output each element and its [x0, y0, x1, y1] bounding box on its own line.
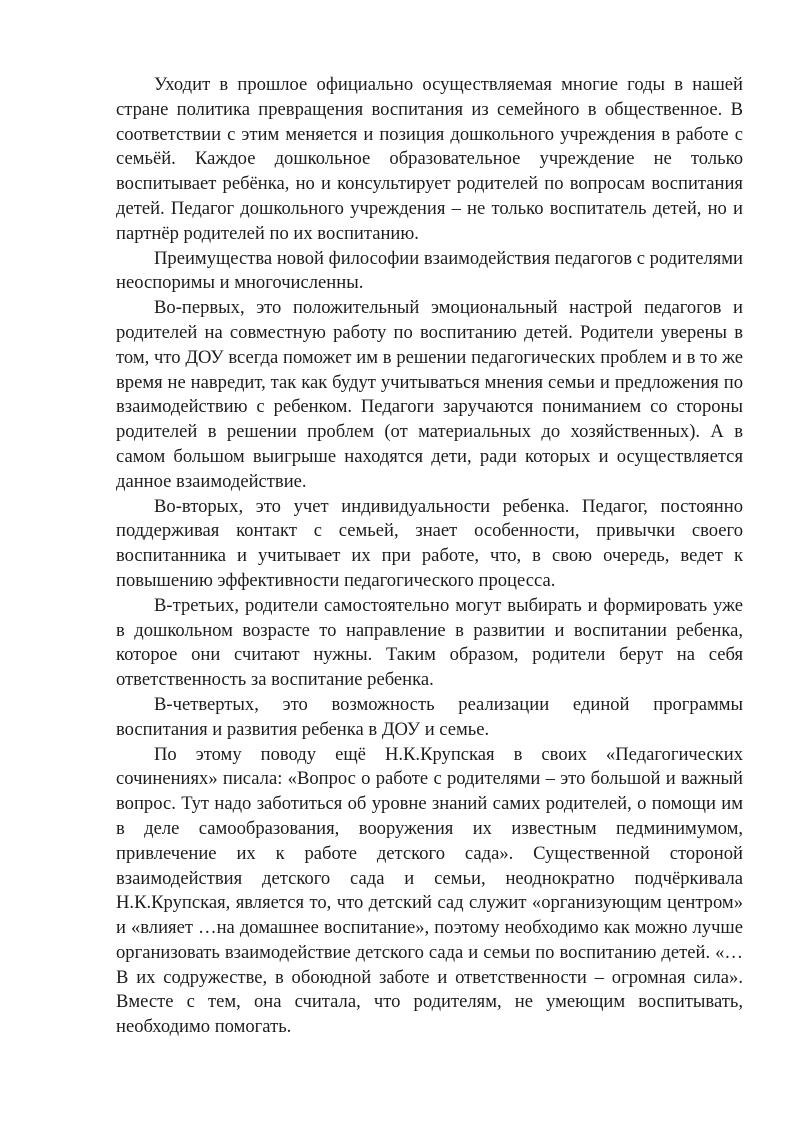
- paragraph-7: По этому поводу ещё Н.К.Крупская в своих «Педагогических сочинениях» писала: «Вопрос о работе с родителями – это большой и важный вопрос. Тут надо заботиться об уровне знаний самих родителей, о помощи им в деле самообразования, вооружения их известным педминимумом, привлечение их к работе детского сада». Существенной стороной взаимодействия детского сада и семьи, неоднократно подчёркивала Н.К.Крупская, является то, что детский сад служит «организующим центром» и «влияет …на домашнее воспитание», поэтому необходимо как можно лучше организовать взаимодействие детского сада и семьи по воспитанию детей. «…В их содружестве, в обоюдной заботе и ответственности – огромная сила». Вместе с тем, она считала, что родителям, не умеющим воспитывать, необходимо помогать.: [116, 743, 743, 1038]
- document-body: [116, 73, 743, 1040]
- paragraph-2: Преимущества новой философии взаимодействия педагогов с родителями неоспоримы и многочисленны.: [116, 247, 743, 294]
- paragraph-3: Во-первых, это положительный эмоциональный настрой педагогов и родителей на совместную работу по воспитанию детей. Родители уверены в том, что ДОУ всегда поможет им в решении педагогических проблем и в то же время не навредит, так как будут учитываться мнения семьи и предложения по взаимодействию с ребенком. Педагоги заручаются пониманием со стороны родителей в решении проблем (от материальных до хозяйственных). А в самом большом выигрыше находятся дети, ради которых и осуществляется данное взаимодействие.: [116, 297, 743, 492]
- paragraph-5: В-третьих, родители самостоятельно могут выбирать и формировать уже в дошкольном возрасте то направление в развитии и воспитании ребенка, которое они считают нужны. Таким образом, родители берут на себя ответственность за воспитание ребенка.: [116, 594, 743, 691]
- paragraph-6: В-четвертых, это возможность реализации единой программы воспитания и развития ребенка в ДОУ и семье.: [116, 693, 743, 740]
- paragraph-1: Уходит в прошлое официально осуществляемая многие годы в нашей стране политика превращения воспитания из семейного в общественное. В соответствии с этим меняется и позиция дошкольного учреждения в работе с семьёй. Каждое дошкольное образовательное учреждение не только воспитывает ребёнка, но и консультирует родителей по вопросам воспитания детей. Педагог дошкольного учреждения – не только воспитатель детей, но и партнёр родителей по их воспитанию.: [116, 74, 743, 244]
- paragraph-4: Во-вторых, это учет индивидуальности ребенка. Педагог, постоянно поддерживая контакт с семьей, знает особенности, привычки своего воспитанника и учитывает их при работе, что, в свою очередь, ведет к повышению эффективности педагогического процесса.: [116, 495, 743, 591]
